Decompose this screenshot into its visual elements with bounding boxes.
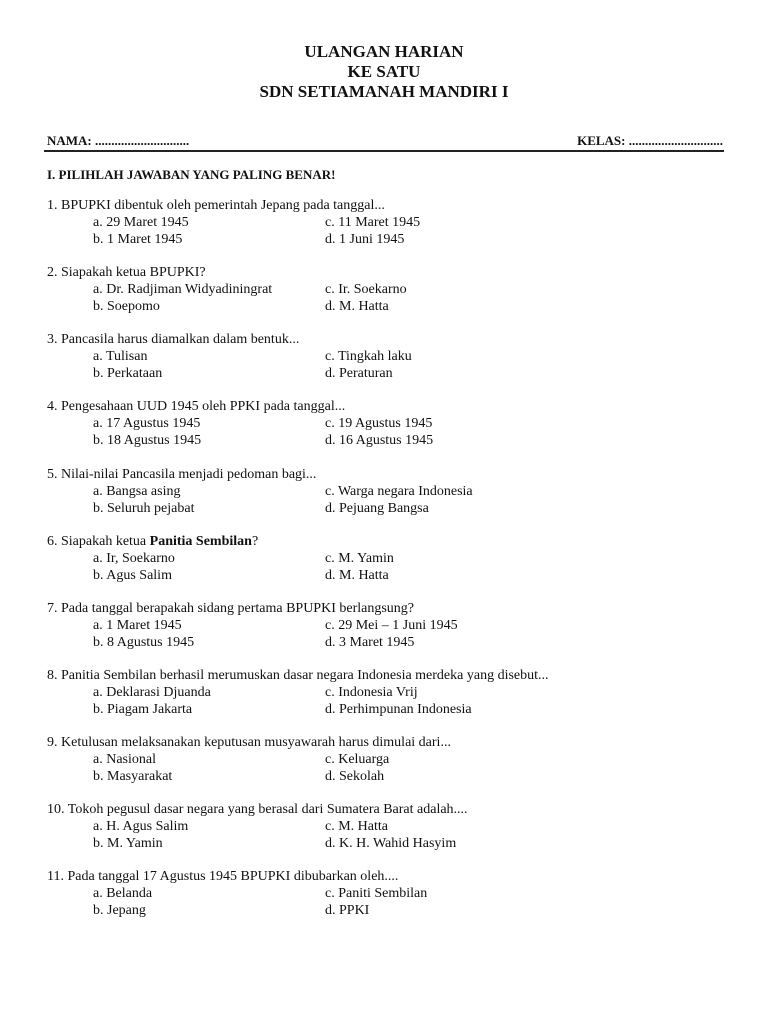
option-a: a. Dr. Radjiman Widyadiningrat — [93, 282, 273, 297]
option-b: b. 1 Maret 1945 — [93, 232, 183, 247]
option-c: c. Tingkah laku — [325, 349, 412, 364]
name-field-label: NAMA: ............................. — [47, 133, 190, 148]
question-stem: 10. Tokoh pegusul dasar negara yang berasal dari Sumatera Barat adalah.... — [47, 802, 468, 817]
option-b: b. Piagam Jakarta — [93, 702, 193, 717]
option-a: a. H. Agus Salim — [93, 819, 189, 834]
option-b: b. Masyarakat — [93, 769, 173, 784]
option-a: a. 17 Agustus 1945 — [93, 416, 201, 431]
option-c: c. Warga negara Indonesia — [325, 484, 473, 499]
class-field-label: KELAS: ............................. — [577, 133, 723, 148]
question-2 — [47, 264, 747, 315]
option-c: c. Ir. Soekarno — [325, 282, 407, 297]
title-line-3: SDN SETIAMANAH MANDIRI I — [259, 82, 509, 101]
question-stem: 5. Nilai-nilai Pancasila menjadi pedoman bagi... — [47, 467, 317, 482]
option-b: b. M. Yamin — [93, 836, 163, 851]
option-c: c. Paniti Sembilan — [325, 886, 428, 901]
option-d: d. Peraturan — [325, 366, 393, 381]
option-d: d. M. Hatta — [325, 299, 389, 314]
question-stem: 11. Pada tanggal 17 Agustus 1945 BPUPKI dibubarkan oleh.... — [47, 869, 399, 884]
option-d: d. 16 Agustus 1945 — [325, 433, 434, 448]
option-b: b. Jepang — [93, 903, 146, 918]
question-6 — [47, 533, 747, 584]
option-a: a. Deklarasi Djuanda — [93, 685, 211, 700]
option-d: d. PPKI — [325, 903, 370, 918]
option-c: c. 11 Maret 1945 — [325, 215, 421, 230]
option-a: a. Nasional — [93, 752, 156, 767]
header-divider — [44, 150, 724, 152]
option-d: d. 1 Juni 1945 — [325, 232, 405, 247]
option-d: d. K. H. Wahid Hasyim — [325, 836, 457, 851]
question-stem: 2. Siapakah ketua BPUPKI? — [47, 265, 206, 280]
option-b: b. Agus Salim — [93, 568, 172, 583]
option-b: b. 18 Agustus 1945 — [93, 433, 202, 448]
question-3 — [47, 331, 747, 382]
question-10 — [47, 801, 747, 852]
question-stem: 1. BPUPKI dibentuk oleh pemerintah Jepang pada tanggal... — [47, 198, 385, 213]
option-d: d. Pejuang Bangsa — [325, 501, 429, 516]
option-c: c. 19 Agustus 1945 — [325, 416, 433, 431]
question-stem: 3. Pancasila harus diamalkan dalam bentuk... — [47, 332, 300, 347]
option-a: a. Ir, Soekarno — [93, 551, 175, 566]
option-d: d. 3 Maret 1945 — [325, 635, 415, 650]
option-c: c. Indonesia Vrij — [325, 685, 418, 700]
question-8 — [47, 667, 747, 718]
option-a: a. Belanda — [93, 886, 153, 901]
question-7 — [47, 600, 747, 651]
option-a: a. 1 Maret 1945 — [93, 618, 182, 633]
question-stem: 9. Ketulusan melaksanakan keputusan musyawarah harus dimulai dari... — [47, 735, 451, 750]
question-5 — [47, 466, 747, 517]
section-instruction: I. PILIHLAH JAWABAN YANG PALING BENAR! — [47, 167, 336, 182]
question-stem: 7. Pada tanggal berapakah sidang pertama BPUPKI berlangsung? — [47, 601, 415, 616]
question-stem-bold: Panitia Sembilan — [149, 534, 252, 549]
option-b: b. Soepomo — [93, 299, 160, 314]
option-c: c. 29 Mei – 1 Juni 1945 — [325, 618, 458, 633]
question-11 — [47, 868, 747, 919]
option-b: b. Perkataan — [93, 366, 163, 381]
option-a: a. 29 Maret 1945 — [93, 215, 189, 230]
question-stem — [47, 533, 747, 550]
option-d: d. M. Hatta — [325, 568, 389, 583]
question-stem: 4. Pengesahaan UUD 1945 oleh PPKI pada tanggal... — [47, 399, 346, 414]
option-a: a. Tulisan — [93, 349, 148, 364]
option-b: b. 8 Agustus 1945 — [93, 635, 195, 650]
question-4 — [47, 398, 747, 449]
option-b: b. Seluruh pejabat — [93, 501, 195, 516]
question-1 — [47, 197, 747, 248]
question-9 — [47, 734, 747, 785]
option-c: c. M. Hatta — [325, 819, 388, 834]
question-stem-suffix: ? — [251, 534, 259, 549]
question-stem: 8. Panitia Sembilan berhasil merumuskan dasar negara Indonesia merdeka yang disebut... — [47, 668, 549, 683]
option-a: a. Bangsa asing — [93, 484, 181, 499]
option-c: c. M. Yamin — [325, 551, 394, 566]
title-line-1: ULANGAN HARIAN — [304, 42, 464, 61]
option-d: d. Sekolah — [325, 769, 385, 784]
title-line-2: KE SATU — [347, 62, 421, 81]
question-stem-prefix: 6. Siapakah ketua — [47, 534, 150, 549]
option-d: d. Perhimpunan Indonesia — [325, 702, 472, 717]
student-info-row — [47, 133, 723, 151]
option-c: c. Keluarga — [325, 752, 390, 767]
